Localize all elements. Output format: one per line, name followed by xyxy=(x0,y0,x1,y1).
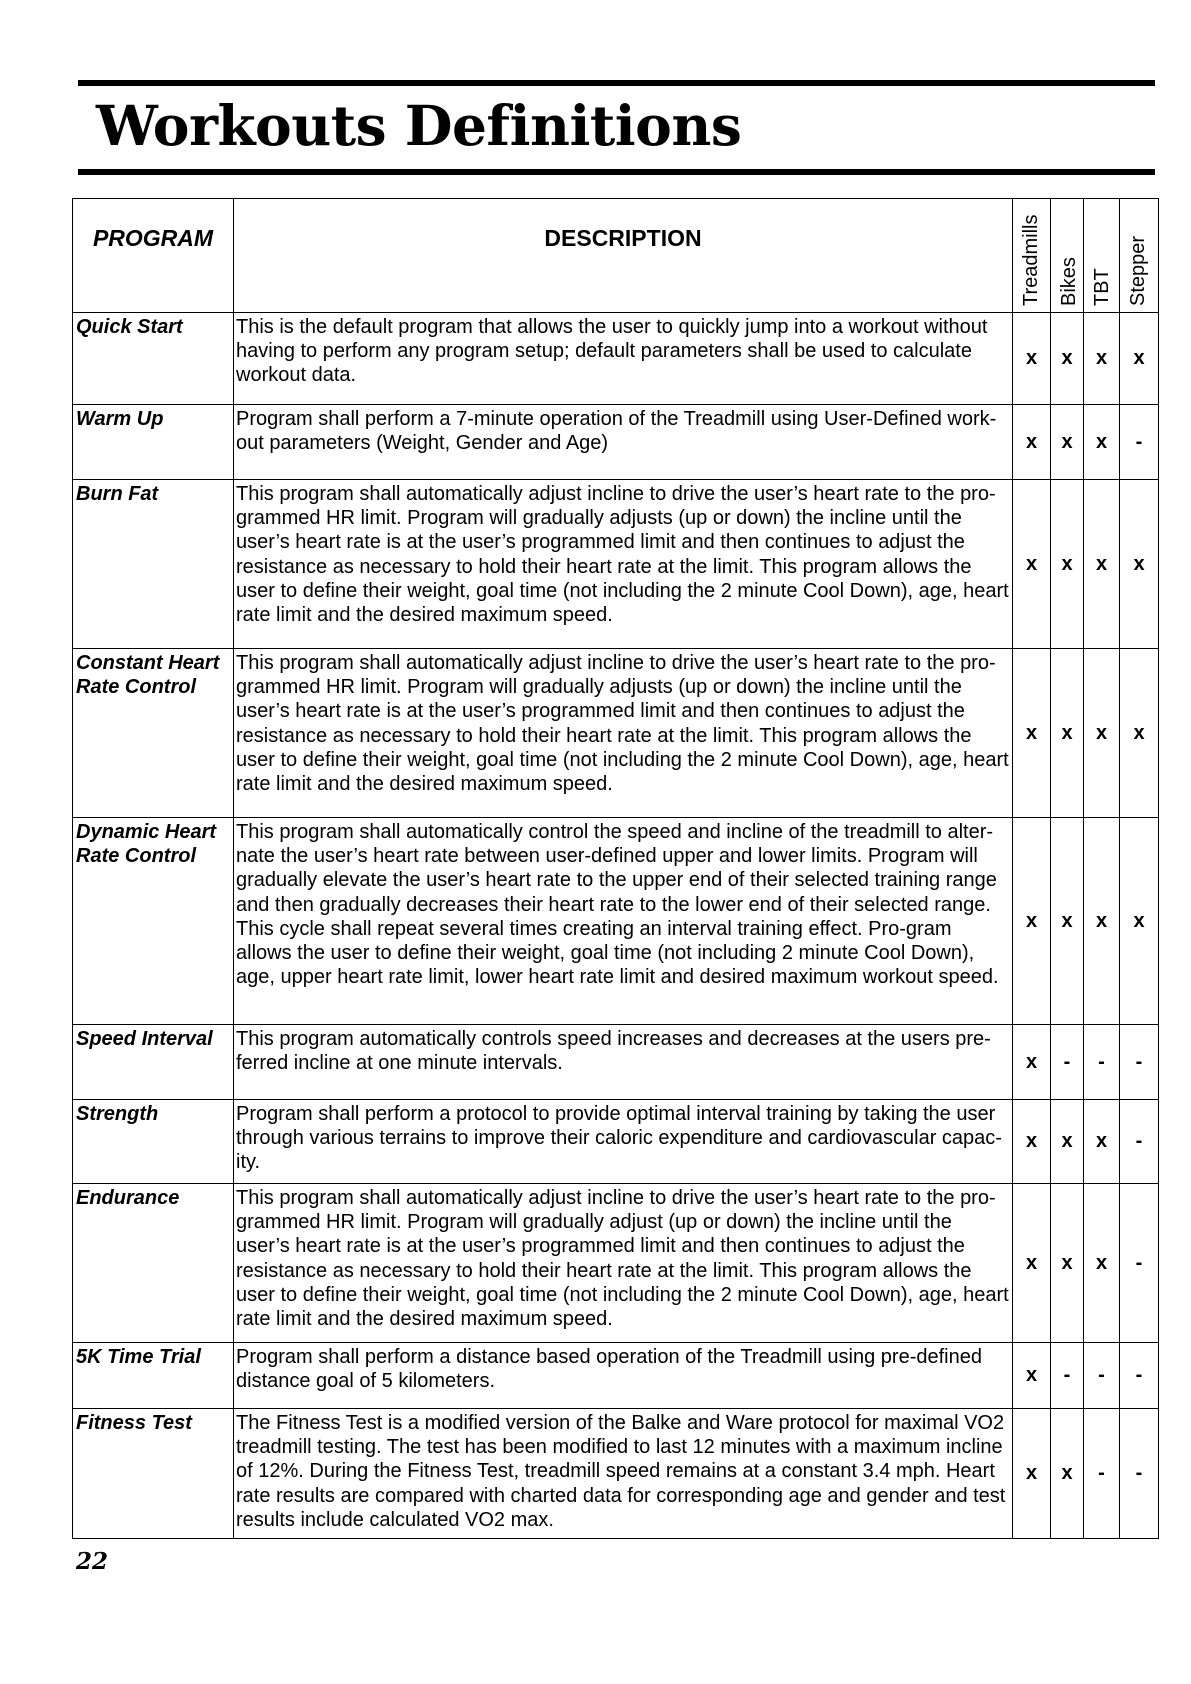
header-program: PROGRAM xyxy=(73,199,234,313)
table-row xyxy=(73,1343,1159,1409)
program-name: Strength xyxy=(73,1100,234,1184)
program-description: This program shall automatically adjust incline to drive the user’s heart rate to the pro-grammed HR limit. Program will gradually adjusts (up or down) the incline until the user’s heart rate is at the user’s programmed limit and then continues to adjust the resistance as necessary to hold their heart rate at the limit. This program allows the user to define their weight, goal time (not including the 2 minute Cool Down), age, heart rate limit and the desired maximum speed. xyxy=(234,649,1013,818)
mark-bikes: x xyxy=(1051,1184,1084,1343)
mark-treadmills: x xyxy=(1013,818,1051,1025)
program-name: Warm Up xyxy=(73,405,234,480)
program-name: Fitness Test xyxy=(73,1409,234,1539)
mark-tbt: x xyxy=(1084,480,1120,649)
table-row xyxy=(73,818,1159,1025)
mark-treadmills: x xyxy=(1013,405,1051,480)
mark-tbt: x xyxy=(1084,1100,1120,1184)
title-rule-top xyxy=(78,80,1155,86)
mark-stepper: - xyxy=(1120,1100,1159,1184)
program-description: Program shall perform a 7-minute operation of the Treadmill using User-Defined work-out parameters (Weight, Gender and Age) xyxy=(234,405,1013,480)
mark-tbt: x xyxy=(1084,313,1120,405)
mark-treadmills: x xyxy=(1013,1025,1051,1100)
program-description: This is the default program that allows the user to quickly jump into a workout without having to perform any program setup; default parameters shall be used to calculate workout data. xyxy=(234,313,1013,405)
mark-bikes: x xyxy=(1051,1100,1084,1184)
table-row xyxy=(73,313,1159,405)
mark-treadmills: x xyxy=(1013,1100,1051,1184)
program-name: Dynamic Heart Rate Control xyxy=(73,818,234,1025)
program-description: Program shall perform a protocol to provide optimal interval training by taking the user through various terrains to improve their caloric expenditure and cardiovascular capac-ity. xyxy=(234,1100,1013,1184)
mark-tbt: x xyxy=(1084,818,1120,1025)
mark-bikes: x xyxy=(1051,649,1084,818)
header-tbt-label: TBT xyxy=(1091,268,1113,306)
mark-stepper: x xyxy=(1120,480,1159,649)
program-description: Program shall perform a distance based operation of the Treadmill using pre-defined distance goal of 5 kilometers. xyxy=(234,1343,1013,1409)
header-bikes xyxy=(1051,199,1084,313)
header-stepper-label: Stepper xyxy=(1127,235,1149,306)
program-name: Quick Start xyxy=(73,313,234,405)
mark-bikes: x xyxy=(1051,405,1084,480)
mark-stepper: - xyxy=(1120,1184,1159,1343)
mark-tbt: x xyxy=(1084,649,1120,818)
header-bikes-label: Bikes xyxy=(1058,257,1080,306)
program-description: This program automatically controls speed increases and decreases at the users pre-ferred incline at one minute intervals. xyxy=(234,1025,1013,1100)
table-row xyxy=(73,649,1159,818)
program-name: Constant Heart Rate Control xyxy=(73,649,234,818)
table-header-row xyxy=(73,199,1159,313)
program-description: This program shall automatically adjust incline to drive the user’s heart rate to the pro-grammed HR limit. Program will gradually adjusts (up or down) the incline until the user’s heart rate is at the user’s programmed limit and then continues to adjust the resistance as necessary to hold their heart rate at the limit. This program allows the user to define their weight, goal time (not including the 2 minute Cool Down), age, heart rate limit and the desired maximum speed. xyxy=(234,480,1013,649)
mark-bikes: - xyxy=(1051,1025,1084,1100)
table-row xyxy=(73,480,1159,649)
mark-stepper: - xyxy=(1120,1343,1159,1409)
mark-stepper: x xyxy=(1120,313,1159,405)
program-description: This program shall automatically control the speed and incline of the treadmill to alter-nate the user’s heart rate between user-defined upper and lower limits. Program will gradually elevate the user’s heart rate to the upper end of their selected training range and then gradually decreases their heart rate to the lower end of their selected range. This cycle shall repeat several times creating an interval training effect. Pro-gram allows the user to define their weight, goal time (not including 2 minute Cool Down), age, upper heart rate limit, lower heart rate limit and desired maximum workout speed. xyxy=(234,818,1013,1025)
mark-treadmills: x xyxy=(1013,1343,1051,1409)
program-name: Speed Interval xyxy=(73,1025,234,1100)
table-row xyxy=(73,1409,1159,1539)
header-treadmills xyxy=(1013,199,1051,313)
program-name: Endurance xyxy=(73,1184,234,1343)
mark-stepper: - xyxy=(1120,1025,1159,1100)
header-description: DESCRIPTION xyxy=(234,199,1013,313)
table-row xyxy=(73,1184,1159,1343)
workouts-table xyxy=(72,198,1159,1539)
page-number: 22 xyxy=(76,1548,109,1575)
mark-tbt: - xyxy=(1084,1025,1120,1100)
mark-bikes: x xyxy=(1051,480,1084,649)
program-description: This program shall automatically adjust incline to drive the user’s heart rate to the pro-grammed HR limit. Program will gradually adjust (up or down) the incline until the user’s heart rate is at the user’s programmed limit and then continues to adjust the resistance as necessary to hold their heart rate at the limit. This program allows the user to define their weight, goal time (not including the 2 minute Cool Down), age, heart rate limit and the desired maximum speed. xyxy=(234,1184,1013,1343)
table-row xyxy=(73,405,1159,480)
page-title: Workouts Definitions xyxy=(96,93,742,158)
mark-tbt: x xyxy=(1084,1184,1120,1343)
mark-stepper: - xyxy=(1120,1409,1159,1539)
header-tbt xyxy=(1084,199,1120,313)
program-name: Burn Fat xyxy=(73,480,234,649)
mark-treadmills: x xyxy=(1013,480,1051,649)
mark-stepper: x xyxy=(1120,818,1159,1025)
mark-treadmills: x xyxy=(1013,313,1051,405)
program-description: The Fitness Test is a modified version of the Balke and Ware protocol for maximal VO2 treadmill testing. The test has been modified to last 12 minutes with a maximum incline of 12%. During the Fitness Test, treadmill speed remains at a constant 3.4 mph. Heart rate results are compared with charted data for corresponding age and gender and test results include calculated VO2 max. xyxy=(234,1409,1013,1539)
mark-treadmills: x xyxy=(1013,649,1051,818)
mark-bikes: x xyxy=(1051,1409,1084,1539)
table-row xyxy=(73,1025,1159,1100)
mark-tbt: - xyxy=(1084,1409,1120,1539)
mark-stepper: - xyxy=(1120,405,1159,480)
mark-bikes: x xyxy=(1051,818,1084,1025)
header-stepper xyxy=(1120,199,1159,313)
mark-tbt: - xyxy=(1084,1343,1120,1409)
mark-treadmills: x xyxy=(1013,1184,1051,1343)
program-name: 5K Time Trial xyxy=(73,1343,234,1409)
table-row xyxy=(73,1100,1159,1184)
header-treadmills-label: Treadmills xyxy=(1020,214,1042,306)
title-rule-bottom xyxy=(78,169,1155,175)
mark-bikes: - xyxy=(1051,1343,1084,1409)
mark-bikes: x xyxy=(1051,313,1084,405)
mark-tbt: x xyxy=(1084,405,1120,480)
mark-treadmills: x xyxy=(1013,1409,1051,1539)
mark-stepper: x xyxy=(1120,649,1159,818)
